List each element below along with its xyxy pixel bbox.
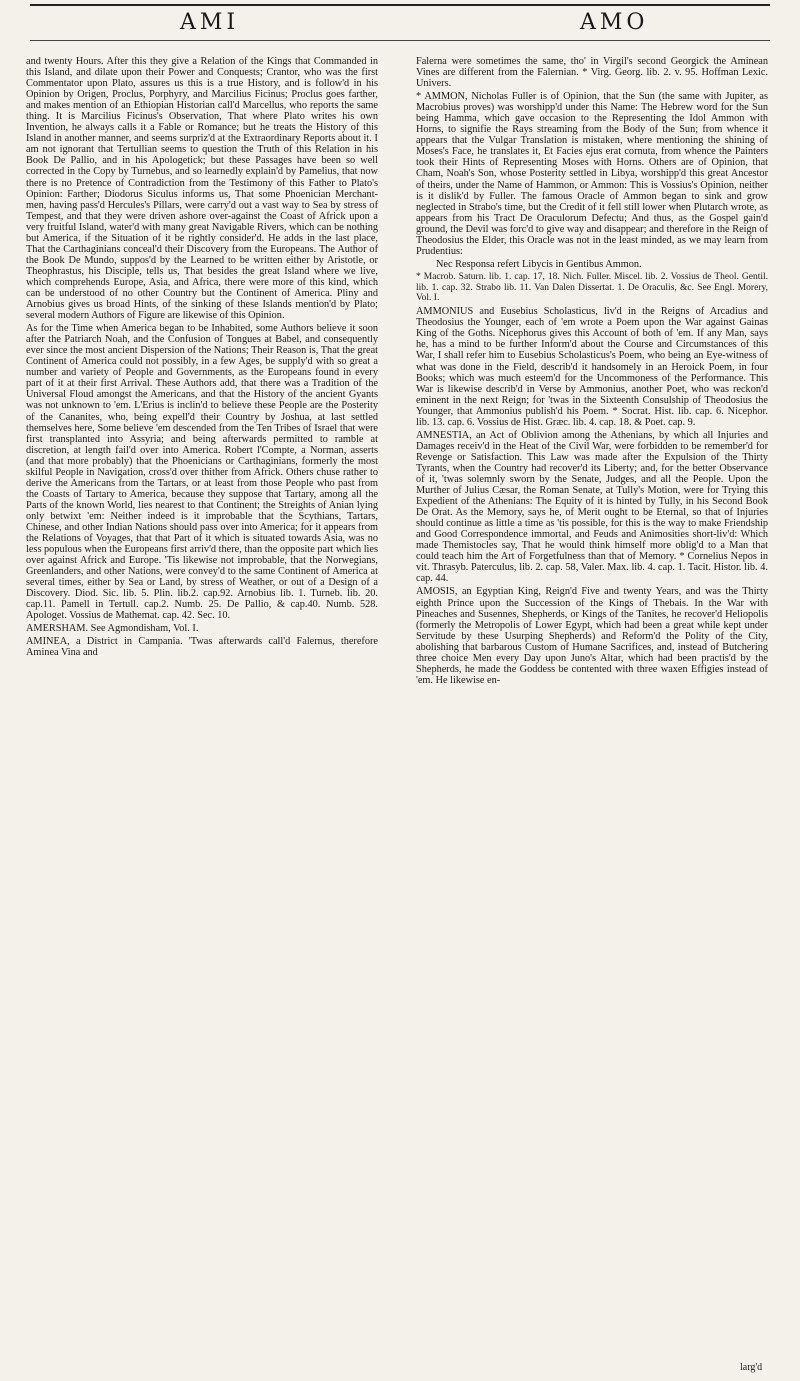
header-rule (30, 40, 770, 41)
entry-ammon: * AMMON, Nicholas Fuller is of Opinion, that the Sun (the same with Jupiter, as Macrobius proves) was worshipp'd under this Name: The Hebrew word for the Sun being Hamma, which gave occasion to the Representing the Idol Ammon with Horns, to signifie the Rays streaming from the Body of the Sun; from whence it appears that the Vulgar Translation is mistaken, where mentioning the shining of Moses's Face, he translates it, Et Facies ejus erat cornuta, from whence the Painters took their Hints of Representing Moses with Horns. Others are of Opinion, that Cham, Noah's Son, whose Posterity settled in Libya, worshipp'd this great Ancestor of theirs, under the Name of Hammon, or Ammon: This is Vossius's Opinion, neither is it dislik'd by Fuller. The famous Oracle of Ammon began to sink and grow neglected in Strabo's time, but the Credit of it fell still lower when Plutarch wrote, as appears from his Tract De Oraculorum Defectu; And thus, as the Gospel gain'd ground, the Devil was forc'd to give way and disappear; and therefore in the Reign of Theodosius the Elder, this Oracle was not in the least minded, as we may learn from Prudentius: (416, 91, 768, 257)
catchword: larg'd (740, 1362, 763, 1373)
entry-amnestia: AMNESTIA, an Act of Oblivion among the Athenians, by which all Injuries and Damages receiv'd in the Heat of the Civil War, were forbidden to be remember'd for Revenge or Satisfaction. This Law was made after the Expulsion of the Thirty Tyrants, when the Country had recover'd its Liberty; and, for the better Observance of it, 'twas solemnly sworn by the Senate, Judges, and all the People. Upon the Murther of Julius Cæsar, the Roman Senate, at Tully's Motion, were for Trying this Expedient of the Athenians: The Equity of it is hinted by Tully, in his Second Book De Orat. As the Memory, says he, of Merit ought to be Eternal, so that of Injuries should continue as little a time as 'tis possible, for this is the way to make Friendship and Good Correspondence immortal, and Feuds and Animosities short-liv'd: Which made Themistocles say, That he would think himself more oblig'd to a Man that could teach him the Art of Forgetfulness than that of Memory. * Cornelius Nepos in vit. Thrasyb. Paterculus, lib. 2. cap. 58, Valer. Max. lib. 4. cap. 1. Tacit. Histor. lib. 4. cap. 44. (416, 429, 768, 585)
left-column (26, 56, 378, 661)
entry-amosis: AMOSIS, an Egyptian King, Reign'd Five and twenty Years, and was the Thirty eighth Prince upon the Succession of the Kings of Thebais. In the War with Pineaches and Susennes, Shepherds, or Kings of the Tanites, he recover'd Heliopolis (formerly the Metropolis of Lower Egypt, which had been a great while kept under Servitude by these Usurping Shepherds) and Reform'd the Polity of the City, abolishing that barbarous Custom of Humane Sacrifices, and, instead of Butchering three choice Men every Day upon Juno's Altar, which had been practis'd by the Shepherds, he made the Goddess be contented with three waxen Effigies instead of 'em. He likewise en- (416, 586, 768, 686)
top-rule (30, 4, 770, 6)
header-left-word: AMI (180, 10, 240, 35)
entry-paragraph: Falerna were sometimes the same, tho' in Virgil's second Georgick the Aminean Vines are different from the Falernian. * Virg. Georg. lib. 2. v. 95. Hoffman Lexic. Univers. (416, 56, 768, 90)
entry-paragraph: and twenty Hours. After this they give a Relation of the Kings that Commanded in this Island, and dilate upon their Power and Conquests; Crantor, who was the first Commentator upon Plato, assures us this is a true History, and is follow'd in his Opinion by Origen, Proclus, Porphyry, and Marcilius Ficinus; Proclus goes farther, and makes mention of an Ethiopian Historian call'd Marcellus, who reports the same thing. It is Marcilius Ficinus's Observation, That where Plato writes his own Invention, he always calls it a Fable or Romance; but he treats the History of this Island in another manner, and seems surpriz'd at the Extraordinary Reports about it. I am not ignorant that Tertullian seems to question the Truth of this Relation in his Book De Pallio, and in his Apologetick; but these Passages have been so well corrected in the Copy by Turnebus, and so learnedly explain'd by Pamelius, that now there is no Pretence of Contradiction from the Testimony of this Father to Plato's Opinion: Farther; Diodorus Siculus informs us, That some Phoenician Merchant-men, having pass'd Hercules's Pillars, were carry'd out a vast way to Sea by stress of Tempest, and that they were driven ashore over-against the Coast of Africk upon a very fruitful Island, water'd with many great Navigable Rivers, which can be nothing but America, if the Situation of it be rightly consider'd. He adds in the last place, That the Carthaginians conceal'd their Discovery from the Europeans. The Author of the Book De Mundo, suppos'd by the Learned to be written either by Aristotle, or Theophrastus, his Disciple, tells us, That besides the great Island where we live, which comprehends Europe, Asia, and Africa, there were more of this kind, which can be understood of no other Country but the Continent of America. Pliny and Arnobius gives us broad Hints, of the sinking of these Islands mention'd by Plato; several modern Authors of Figure are likewise of this Opinion. (26, 56, 378, 322)
header-right-word: AMO (580, 10, 649, 35)
entry-ammonius: AMMONIUS and Eusebius Scholasticus, liv'd in the Reigns of Arcadius and Theodosius the Younger, each of 'em wrote a Poem upon the War against Gainas King of the Goths. Nicephorus gives this Account of both of 'em. If any Man, says he, has a mind to be further Inform'd about the Course and Circumstances of this War, I shall refer him to Eusebius Scholasticus's Poem, who being an Eye-witness of what was done in the Field, describ'd it handsomely in an Heroick Poem, in four Books; which was much esteem'd for the Uncommoness of the Performance. This War is likewise describ'd in Verse by Ammonius, another Poet, who was reckon'd eminent in the next Reign; for 'twas in the Sixteenth Consulship of Theodosius the Younger, that Ammonius publish'd his Poem. * Socrat. Hist. lib. cap. 6. Nicephor. lib. 13. cap. 6. Vossius de Hist. Græc. lib. 4. cap. 18. & Poet. cap. 9. (416, 306, 768, 428)
footnote-references: * Macrob. Saturn. lib. 1. cap. 17, 18. Nich. Fuller. Miscel. lib. 2. Vossius de Theol. Gentil. lib. 1. cap. 32. Strabo lib. 11. Van Dalen Dissertat. 1. De Oraculis, &c. See Engl. Morery, Vol. I. (416, 271, 768, 304)
right-column (416, 56, 768, 688)
entry-aminea: AMINEA, a District in Campania. 'Twas afterwards call'd Falernus, therefore Aminea Vina and (26, 636, 378, 659)
verse-quote: Nec Responsa refert Libycis in Gentibus Ammon. (436, 258, 642, 270)
entry-paragraph: As for the Time when America began to be Inhabited, some Authors believe it soon after the Patriarch Noah, and the Confusion of Tongues at Babel, and consequently ever since the most ancient Dispersion of the Nations; Their Reason is, That the great Continent of America could not possibly, in a few Ages, be supply'd with so great a number and variety of People and Governments, as the Europeans found in every part of it at their first Arrival. These Authors add, that there was a Tradition of the Universal Floud amongst the Americans, and that the History of the ancient Gyants was not unknown to 'em. L'Erius is inclin'd to believe these People are the Posterity of the Cananites, who, being expell'd their Country by Joshua, at last settled themselves here, Some believe 'em descended from the Ten Tribes of Israel that were first transplanted into Assyria; and being afterwards permitted to ramble at discretion, at length fail'd over into America. Robert l'Compte, a Norman, asserts (and that more probably) that the Phoenicians or Carthaginians, formerly the most skilful People in Navigation, cross'd over thither from Africk. Others chuse rather to derive the Americans from the Tartars, or at least from those People who past from the Coasts of Tartary to America, because they suppose that Tartary, among all the Parts of the known World, lies nearest to that Continent; the Streights of Anian lying only betwixt 'em: Neither indeed is it improbable that the Scythians, Tartars, Chinese, and other Indian Nations should pass over into America; for it appears from the Relations of Voyages, that that Part of it which is situated towards Asia, was no less populous when the Europeans first arriv'd there, than the opposite part which lies over against Africk and Europe. 'Tis likewise not improbable, that the Norwegians, Greenlanders, and other Nations, were convey'd to the same Continent of America at several times, either by Sea or Land, by stress of Weather, or out of a Design of a Discovery. Diod. Sic. lib. 5. Plin. lib.2. cap.92. Arnobius lib. 1. Turneb. lib. 20. cap.11. Pamell in Tertull. cap.2. Numb. 25. De Pallio, & cap.40. Numb. 528. Apologet. Vossius de Mathemat. cap. 42. Sec. 10. (26, 323, 378, 622)
running-header (0, 8, 800, 38)
entry-amersham: AMERSHAM. See Agmondisham, Vol. I. (26, 623, 199, 635)
